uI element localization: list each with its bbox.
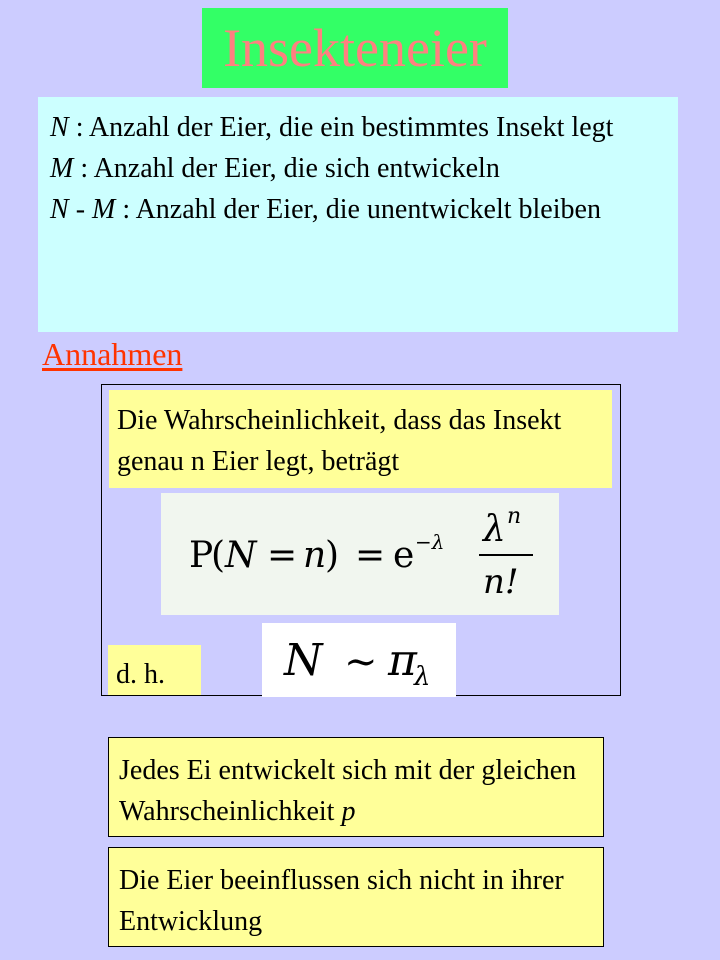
var-n: N	[50, 112, 69, 143]
distribution-svg	[262, 623, 456, 697]
formula-numerator-exp: n	[507, 504, 522, 529]
dist-tilde: ∼	[344, 639, 378, 685]
dh-label: d. h.	[108, 645, 201, 695]
definition-n	[50, 107, 666, 148]
assumptions-heading: Annahmen	[42, 336, 183, 372]
assumption-equal-probability	[108, 737, 604, 837]
formula-close-paren: )	[325, 535, 340, 576]
definition-m-text: : Anzahl der Eier, die sich entwickeln	[73, 153, 500, 184]
formula-exponent: −λ	[415, 530, 445, 554]
assumption-1-var-p: p	[341, 796, 356, 827]
poisson-formula-svg	[161, 493, 559, 615]
probability-statement: Die Wahrscheinlichkeit, dass das Insekt genau n Eier legt, beträgt	[109, 390, 612, 488]
definition-n-text: : Anzahl der Eier, die ein bestimmtes Insekt legt	[68, 112, 614, 143]
definition-n-minus-m	[50, 189, 666, 230]
formula-var-small-n: n	[303, 535, 327, 576]
var-m: M	[50, 153, 74, 184]
definitions-box	[38, 97, 678, 332]
slide-title-text: Insekteneier	[223, 18, 487, 78]
assumption-independence: Die Eier beeinflussen sich nicht in ihrer Entwicklung	[108, 847, 604, 947]
assumption-1-text: Jedes Ei entwickelt sich mit der gleichen Wahrscheinlichkeit	[119, 755, 577, 827]
var-n-2: N	[50, 194, 69, 225]
var-m-2: M	[92, 194, 116, 225]
formula-e: e	[393, 535, 415, 576]
formula-var-n: N	[225, 535, 257, 576]
minus-sign: -	[68, 194, 93, 225]
formula-denominator: n!	[483, 562, 519, 602]
dist-lambda-sub: λ	[414, 662, 431, 692]
definition-m	[50, 148, 666, 189]
formula-numerator-lambda: λ	[483, 509, 506, 550]
formula-equals-2: =	[355, 535, 386, 576]
dist-pi: π	[388, 635, 417, 686]
dist-var-n: N	[284, 635, 323, 686]
distribution-notation	[262, 623, 456, 697]
slide-title	[202, 8, 508, 88]
definition-n-minus-m-text: : Anzahl der Eier, die unentwickelt bleiben	[115, 194, 601, 225]
poisson-formula	[161, 493, 559, 615]
formula-open-paren: (	[211, 535, 226, 576]
formula-p: P	[189, 535, 214, 576]
formula-equals-1: =	[267, 535, 298, 576]
